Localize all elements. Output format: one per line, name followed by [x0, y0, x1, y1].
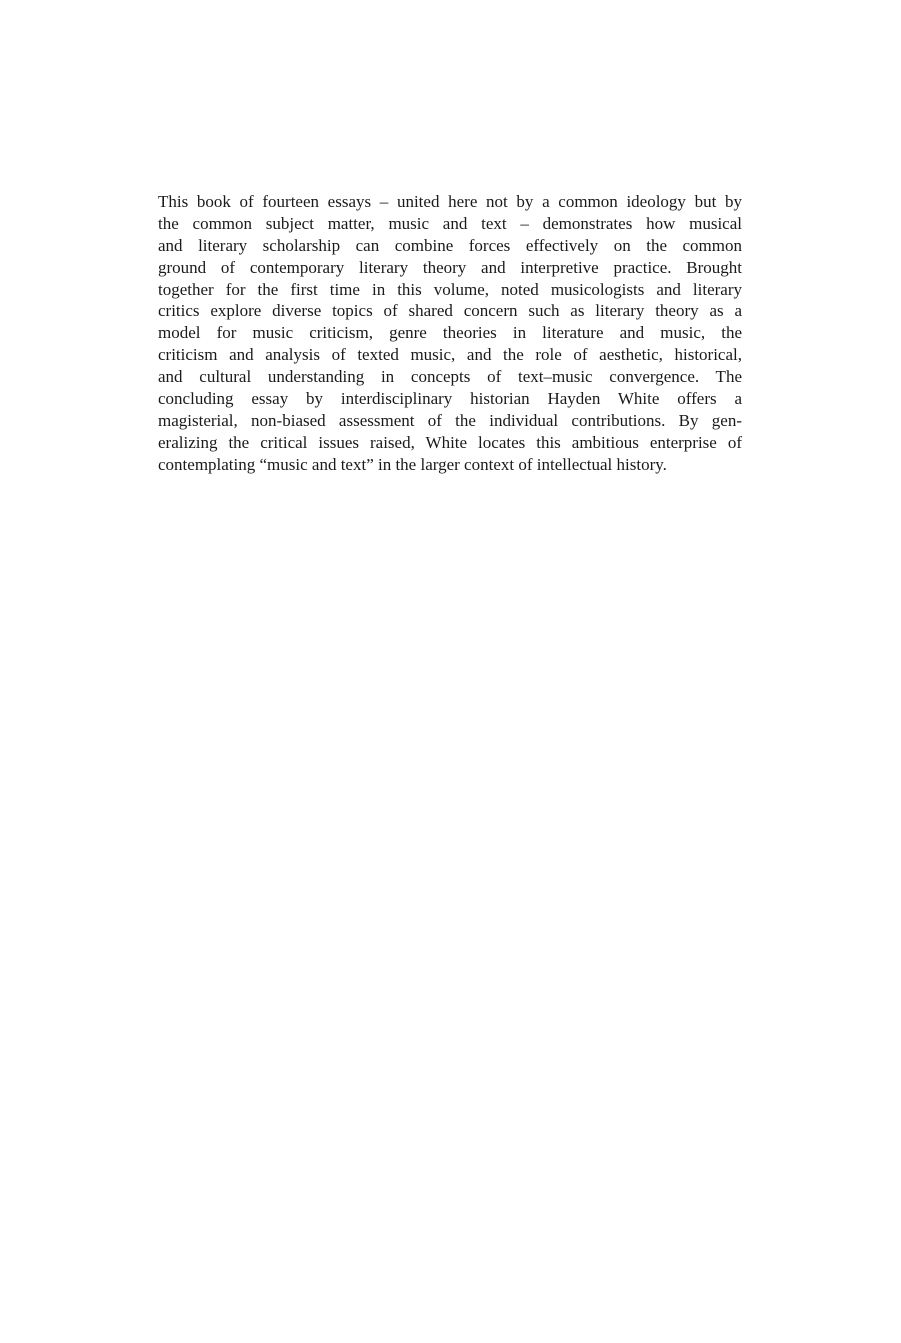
paragraph-line: together for the first time in this volume, noted musicologists and literary: [158, 279, 742, 299]
paragraph-line: contemplating “music and text” in the larger context of intellectual history.: [158, 454, 667, 474]
paragraph-line: and cultural understanding in concepts of text–music convergence. The: [158, 367, 742, 387]
paragraph-line: ground of contemporary literary theory and interpretive practice. Brought: [158, 257, 742, 277]
paragraph-line: and literary scholarship can combine forces effectively on the common: [158, 235, 742, 255]
paragraph-line: eralizing the critical issues raised, White locates this ambitious enterprise of: [158, 432, 742, 452]
paragraph-line: concluding essay by interdisciplinary historian Hayden White offers a: [158, 389, 742, 409]
paragraph-line: magisterial, non-biased assessment of the individual contributions. By gen-: [158, 410, 742, 430]
book-description-paragraph: [158, 191, 742, 476]
paragraph-line: criticism and analysis of texted music, and the role of aesthetic, historical,: [158, 345, 742, 365]
paragraph-line: the common subject matter, music and text – demonstrates how musical: [158, 213, 742, 233]
paragraph-line: This book of fourteen essays – united here not by a common ideology but by: [158, 192, 742, 211]
paragraph-line: critics explore diverse topics of shared concern such as literary theory as a: [158, 301, 742, 321]
paragraph-line: model for music criticism, genre theories in literature and music, the: [158, 323, 742, 343]
